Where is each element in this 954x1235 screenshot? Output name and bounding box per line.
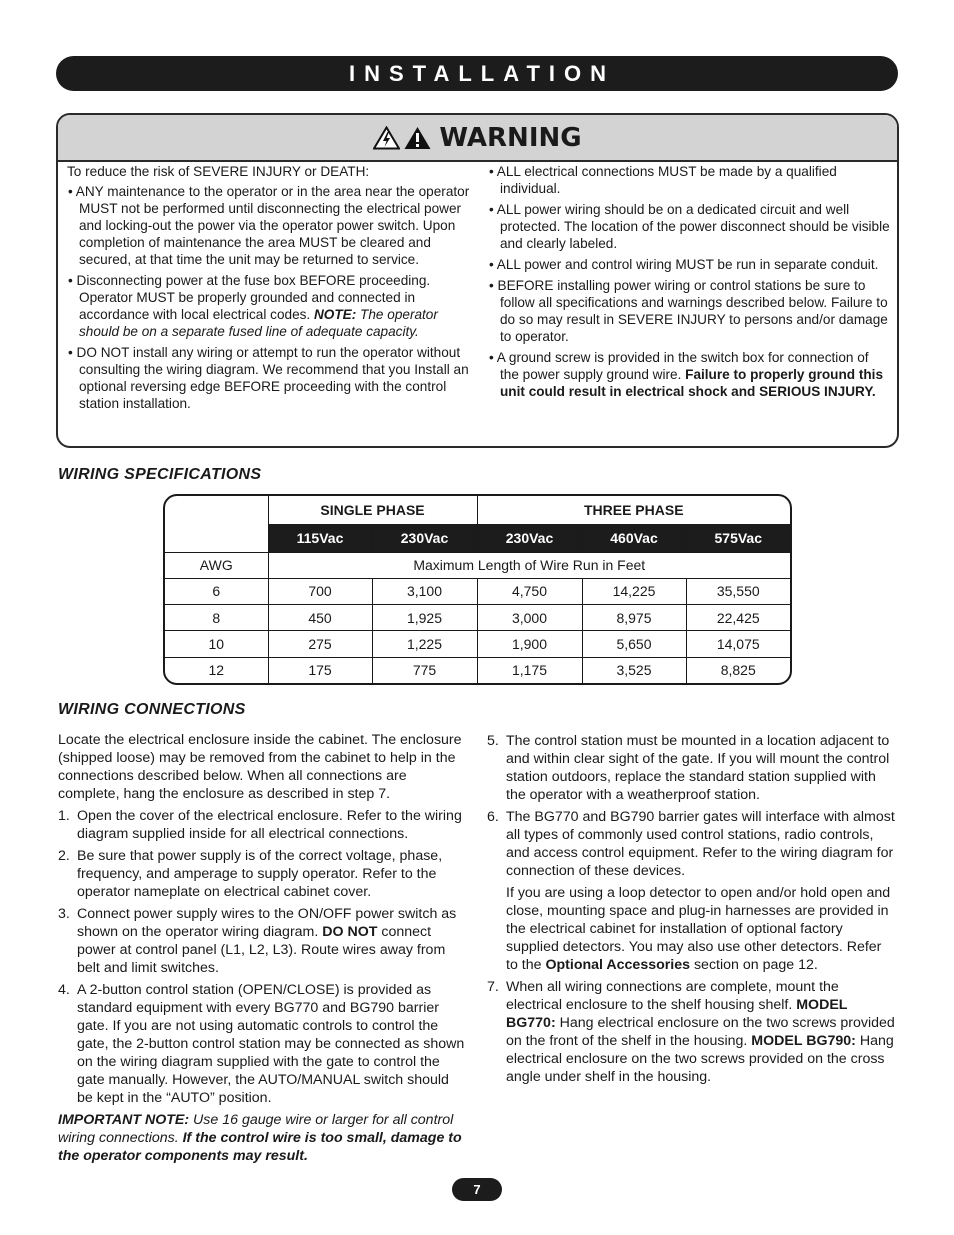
wiring-specifications-heading: WIRING SPECIFICATIONS	[58, 466, 262, 483]
table-row	[165, 605, 790, 631]
table-cell: 700	[268, 578, 372, 604]
step-text: Open the cover of the electrical enclosure. Refer to the wiring diagram supplied inside for all electrical connections.	[77, 808, 462, 842]
page-number: 7	[473, 1182, 481, 1197]
warning-left-column	[67, 163, 479, 416]
voltage-header: 115Vac	[268, 525, 372, 552]
step-paragraph	[506, 884, 897, 974]
table-cell: 1,900	[477, 631, 582, 657]
table-cell: 8	[165, 605, 268, 631]
table-cell: 14,225	[582, 578, 686, 604]
step-text	[506, 808, 897, 974]
table-cell: 14,075	[686, 631, 790, 657]
step-bold-text: MODEL BG790:	[751, 1033, 856, 1049]
step-1	[58, 807, 468, 843]
table-cell: 1,925	[372, 605, 477, 631]
important-note-label: IMPORTANT NOTE:	[58, 1112, 190, 1128]
warning-box	[56, 113, 899, 448]
table-cell: 775	[372, 657, 477, 683]
warning-bullet: • BEFORE installing power wiring or control stations be sure to follow all specifications and warnings described below. Failure to do so may result in SEVERE INJURY to persons and/or damage to operator.	[489, 278, 888, 344]
table-cell: 8,975	[582, 605, 686, 631]
length-label: Maximum Length of Wire Run in Feet	[268, 552, 790, 578]
table-cell: 3,000	[477, 605, 582, 631]
warning-bullet: • ALL power wiring should be on a dedicated circuit and well protected. The location of the power disconnect should be visible and clearly labeled.	[489, 202, 890, 251]
step-number: 3.	[58, 906, 70, 922]
table-cell: 10	[165, 631, 268, 657]
table-cell: 3,525	[582, 657, 686, 683]
table-row	[165, 657, 790, 683]
warning-bullet: • ANY maintenance to the operator or in the area near the operator MUST not be performed until disconnecting the electrical power and locking-out the power via the operator power switch. Upon completion of maintenance the area MUST be cleared and secured, at that time the unit may be returned to service.	[68, 184, 470, 267]
step-2	[58, 847, 468, 901]
step-text: The control station must be mounted in a location adjacent to and within clear sight of the gate. If you will mount the control station outdoors, replace the standard station supplied with the operator with a weatherproof station.	[506, 733, 890, 803]
warning-bullet: • ALL power and control wiring MUST be run in separate conduit.	[489, 257, 879, 272]
warning-intro: To reduce the risk of SEVERE INJURY or DEATH:	[67, 164, 370, 179]
table-cell: 35,550	[686, 578, 790, 604]
table-row	[165, 631, 790, 657]
warning-text: • A ground screw is provided in the switch box for connection of the power supply ground wire.	[489, 350, 869, 382]
warning-bullet: • ALL electrical connections MUST be made by a qualified individual.	[489, 164, 837, 196]
awg-label: AWG	[165, 552, 268, 578]
connections-intro: Locate the electrical enclosure inside the cabinet. The enclosure (shipped loose) may be removed from the cabinet to help in the connections described below. When all connections are complete, hang the enclosure as described in step 7.	[58, 732, 462, 802]
note-text: The operator should be on a separate fused line of adequate capacity.	[79, 307, 438, 339]
step-text-part: connect power at control panel (L1, L2, L3). Route wires away from belt and limit switches.	[77, 924, 446, 976]
table-cell: 22,425	[686, 605, 790, 631]
warning-text: • Disconnecting power at the fuse box BEFORE proceeding. Operator MUST be properly grounded and connected in accordance with local electrical codes.	[68, 273, 431, 322]
table-cell: 1,225	[372, 631, 477, 657]
step-number: 4.	[58, 982, 70, 998]
step-number: 5.	[487, 733, 499, 749]
step-text-part: Hang electrical enclosure on the two screws provided on the cross angle under shelf in the housing.	[506, 1033, 894, 1085]
warning-bold-text: Failure to properly ground this unit could result in electrical shock and SERIOUS INJURY.	[500, 367, 884, 399]
table-cell: 6	[165, 578, 268, 604]
step-number: 6.	[487, 809, 499, 825]
step-number: 7.	[487, 979, 499, 995]
warning-bullet: • DO NOT install any wiring or attempt to run the operator without consulting the wiring diagram. We recommend that you Install an optional reversing edge BEFORE proceeding with the control station installation.	[68, 345, 469, 411]
step-text-part: When all wiring connections are complete, mount the electrical enclosure to the shelf housing shelf.	[506, 979, 839, 1013]
step-6	[487, 808, 897, 974]
wire-spec-table	[165, 496, 790, 683]
step-bold-text: Optional Accessories	[545, 957, 691, 973]
step-text-part: section on page 12.	[690, 957, 818, 973]
step-number: 2.	[58, 848, 70, 864]
step-7	[487, 978, 897, 1086]
table-cell: 175	[268, 657, 372, 683]
warning-right-column	[488, 163, 890, 404]
voltage-header: 230Vac	[477, 525, 582, 552]
important-note	[58, 1111, 468, 1165]
step-number: 1.	[58, 808, 70, 824]
step-bold-text: MODEL BG770:	[506, 997, 848, 1031]
wire-spec-table-frame	[163, 494, 792, 685]
step-text-part: The BG770 and BG790 barrier gates will interface with almost all types of commonly used control stations, radio controls, and access control equipment. Refer to the wiring diagram for connection of these devices.	[506, 809, 895, 879]
table-cell: 3,100	[372, 578, 477, 604]
alert-icon	[404, 126, 431, 150]
connections-right-column	[487, 732, 897, 1086]
table-cell: 8,825	[686, 657, 790, 683]
voltage-header: 460Vac	[582, 525, 686, 552]
important-note-text: Use 16 gauge wire or larger for all control wiring connections.	[58, 1112, 454, 1146]
step-text: A 2-button control station (OPEN/CLOSE) is provided as standard equipment with every BG770 and BG790 barrier gate. If you are not using automatic controls to control the gate, the 2-button control station may be connected as shown on the wiring diagram supplied with the gate to control the gate manually. However, the AUTO/MANUAL switch should be kept in the “AUTO” position.	[77, 982, 465, 1106]
table-row	[165, 578, 790, 604]
table-cell: 1,175	[477, 657, 582, 683]
page-number-badge	[452, 1178, 502, 1201]
important-note-bold: If the control wire is too small, damage to the operator components may result.	[58, 1130, 462, 1164]
electric-hazard-icon	[373, 126, 400, 150]
step-text-part: Connect power supply wires to the ON/OFF power switch as shown on the operator wiring diagram.	[77, 906, 457, 940]
wiring-connections-heading: WIRING CONNECTIONS	[58, 701, 246, 718]
table-cell: 4,750	[477, 578, 582, 604]
single-phase-header: SINGLE PHASE	[268, 496, 477, 525]
table-cell: 450	[268, 605, 372, 631]
voltage-header: 230Vac	[372, 525, 477, 552]
step-4	[58, 981, 468, 1107]
step-text	[506, 978, 897, 1086]
step-5	[487, 732, 897, 804]
table-cell: 12	[165, 657, 268, 683]
step-text-part: Hang electrical enclosure on the two screws provided on the front of the shelf in the housing.	[506, 1015, 895, 1049]
note-label: NOTE:	[313, 307, 357, 322]
table-corner-cell	[165, 496, 268, 552]
step-text: Be sure that power supply is of the correct voltage, phase, frequency, and amperage to supply operator. Refer to the operator nameplate on electrical cabinet cover.	[77, 848, 443, 900]
warning-title: WARNING	[439, 122, 582, 153]
warning-bullet	[488, 349, 890, 400]
section-title: INSTALLATION	[348, 60, 616, 86]
step-text-part: If you are using a loop detector to open and/or hold open and close, mounting space and plug-in harnesses are provided in the electrical cabinet for installation of optional factory supplied detectors. You may also use other detectors. Refer to the	[506, 885, 891, 973]
table-cell: 275	[268, 631, 372, 657]
connections-left-column	[58, 731, 468, 1165]
three-phase-header: THREE PHASE	[477, 496, 790, 525]
step-bold-text: DO NOT	[322, 924, 378, 940]
warning-header	[58, 115, 897, 162]
warning-bullet	[67, 272, 479, 340]
step-3	[58, 905, 468, 977]
section-header-bar	[56, 56, 898, 91]
step-text	[77, 905, 468, 977]
table-cell: 5,650	[582, 631, 686, 657]
voltage-header: 575Vac	[686, 525, 790, 552]
